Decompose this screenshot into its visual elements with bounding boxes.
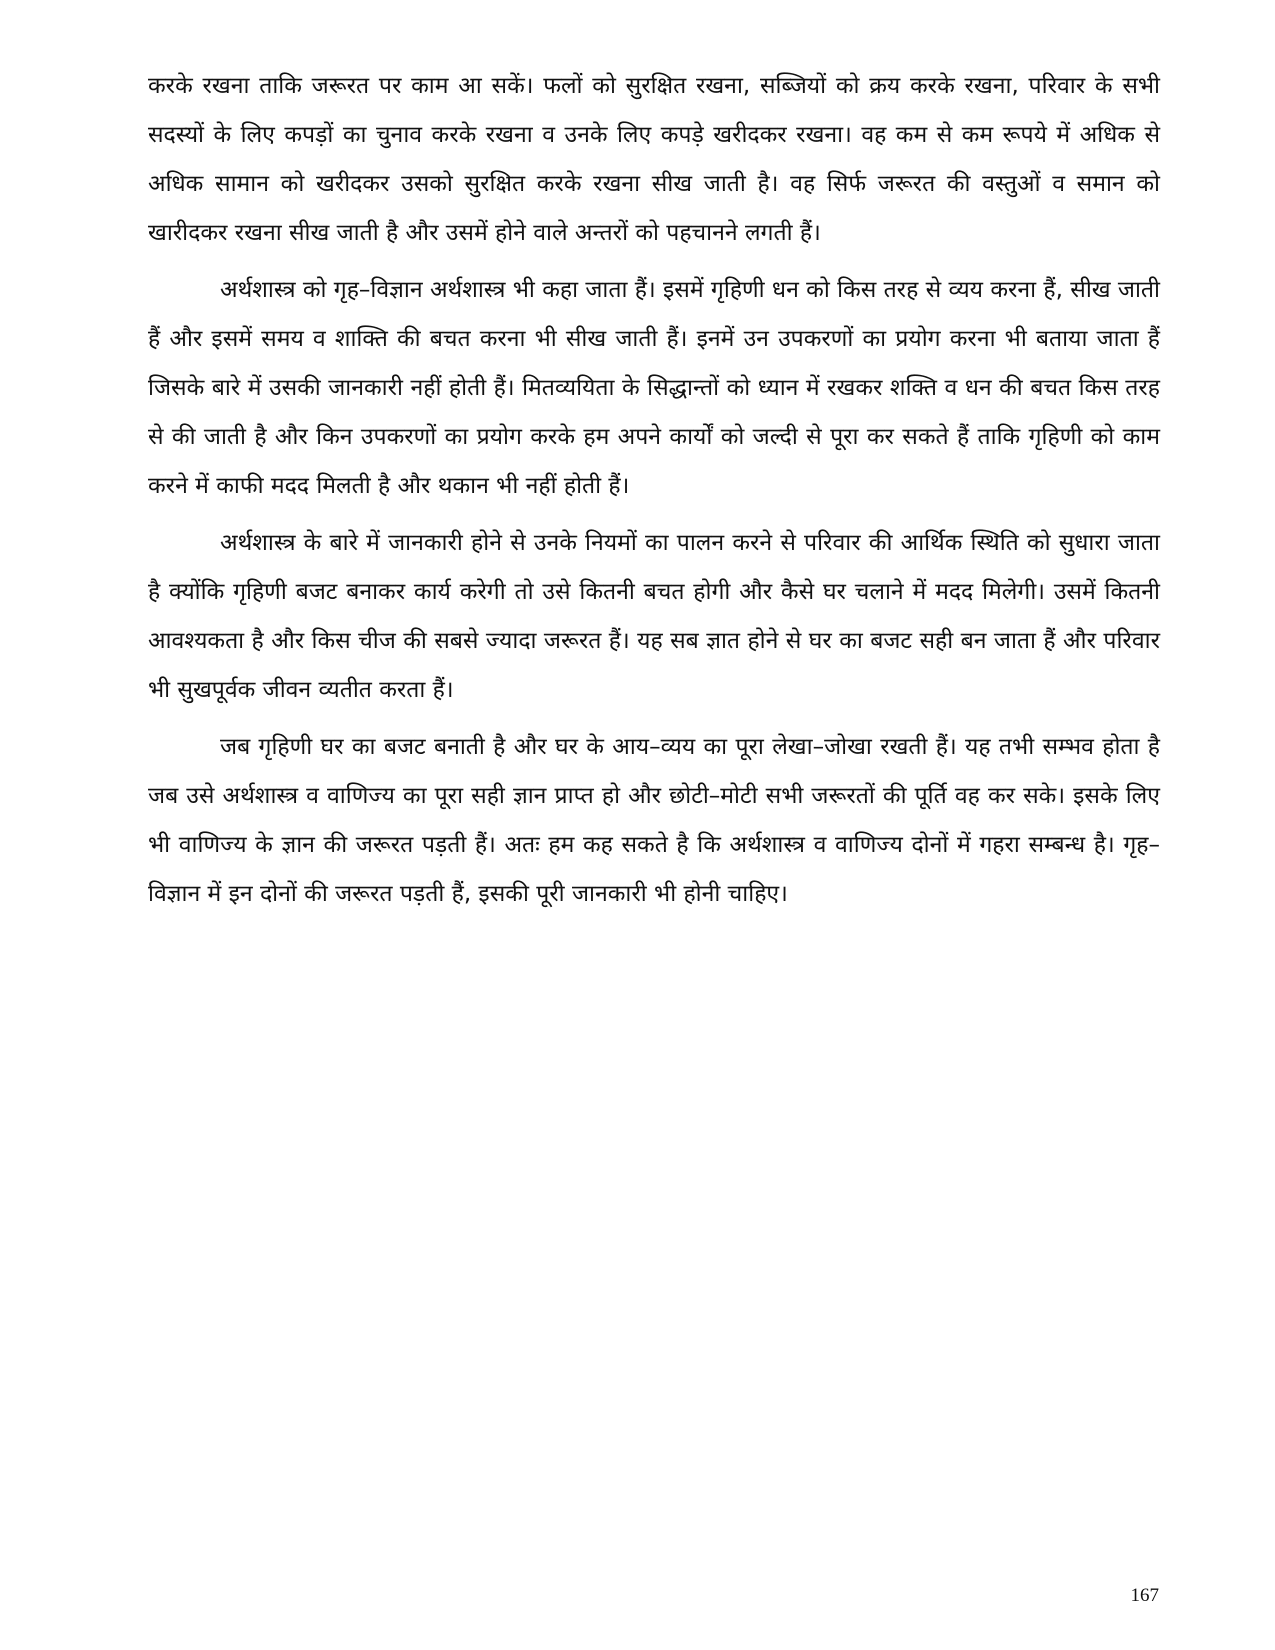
paragraph-1: करके रखना ताकि जरूरत पर काम आ सकें। फलों को सुरक्षित रखना, सब्जियों को क्रय करके रखना, परिवार के सभी सदस्यों के लिए कपड़ों का चुनाव करके रखना व उनके लिए कपड़े खरीदकर रखना। वह कम से कम रूपये में अधिक से अधिक सामान को खरीदकर उसको सुरक्षित करके रखना सीख जाती है। वह सिर्फ जरूरत की वस्तुओं व समान को खारीदकर रखना सीख जाती है और उसमें होने वाले अन्तरों को पहचानने लगती हैं। (148, 73, 1160, 246)
page-body (148, 62, 1160, 927)
paragraph-4: जब गृहिणी घर का बजट बनाती है और घर के आय–व्यय का पूरा लेखा–जोखा रखती हैं। यह तभी सम्भव होता है जब उसे अर्थशास्त्र व वाणिज्य का पूरा सही ज्ञान प्राप्त हो और छोटी–मोटी सभी जरूरतों की पूर्ति वह कर सके। इसके लिए भी वाणिज्य के ज्ञान की जरूरत पड़ती हैं। अतः हम कह सकते है कि अर्थशास्त्र व वाणिज्य दोनों में गहरा सम्बन्ध है। गृह–विज्ञान में इन दोनों की जरूरत पड़ती हैं, इसकी पूरी जानकारी भी होनी चाहिए। (148, 734, 1160, 907)
paragraph-3: अर्थशास्त्र के बारे में जानकारी होने से उनके नियमों का पालन करने से परिवार की आर्थिक स्थिति को सुधारा जाता है क्योंकि गृहिणी बजट बनाकर कार्य करेगी तो उसे कितनी बचत होगी और कैसे घर चलाने में मदद मिलेगी। उसमें कितनी आवश्यकता है और किस चीज की सबसे ज्यादा जरूरत हैं। यह सब ज्ञात होने से घर का बजट सही बन जाता हैं और परिवार भी सुखपूर्वक जीवन व्यतीत करता हैं। (148, 530, 1160, 703)
paragraph-2: अर्थशास्त्र को गृह–विज्ञान अर्थशास्त्र भी कहा जाता हैं। इसमें गृहिणी धन को किस तरह से व्यय करना हैं, सीख जाती हैं और इसमें समय व शाक्ति की बचत करना भी सीख जाती हैं। इनमें उन उपकरणों का प्रयोग करना भी बताया जाता हैं जिसके बारे में उसकी जानकारी नहीं होती हैं। मितव्ययिता के सिद्धान्तों को ध्यान में रखकर शक्ति व धन की बचत किस तरह से की जाती है और किन उपकरणों का प्रयोग करके हम अपने कार्यों को जल्दी से पूरा कर सकते हैं ताकि गृहिणी को काम करने में काफी मदद मिलती है और थकान भी नहीं होती हैं। (148, 277, 1160, 499)
page-number: 167 (1130, 1585, 1159, 1606)
